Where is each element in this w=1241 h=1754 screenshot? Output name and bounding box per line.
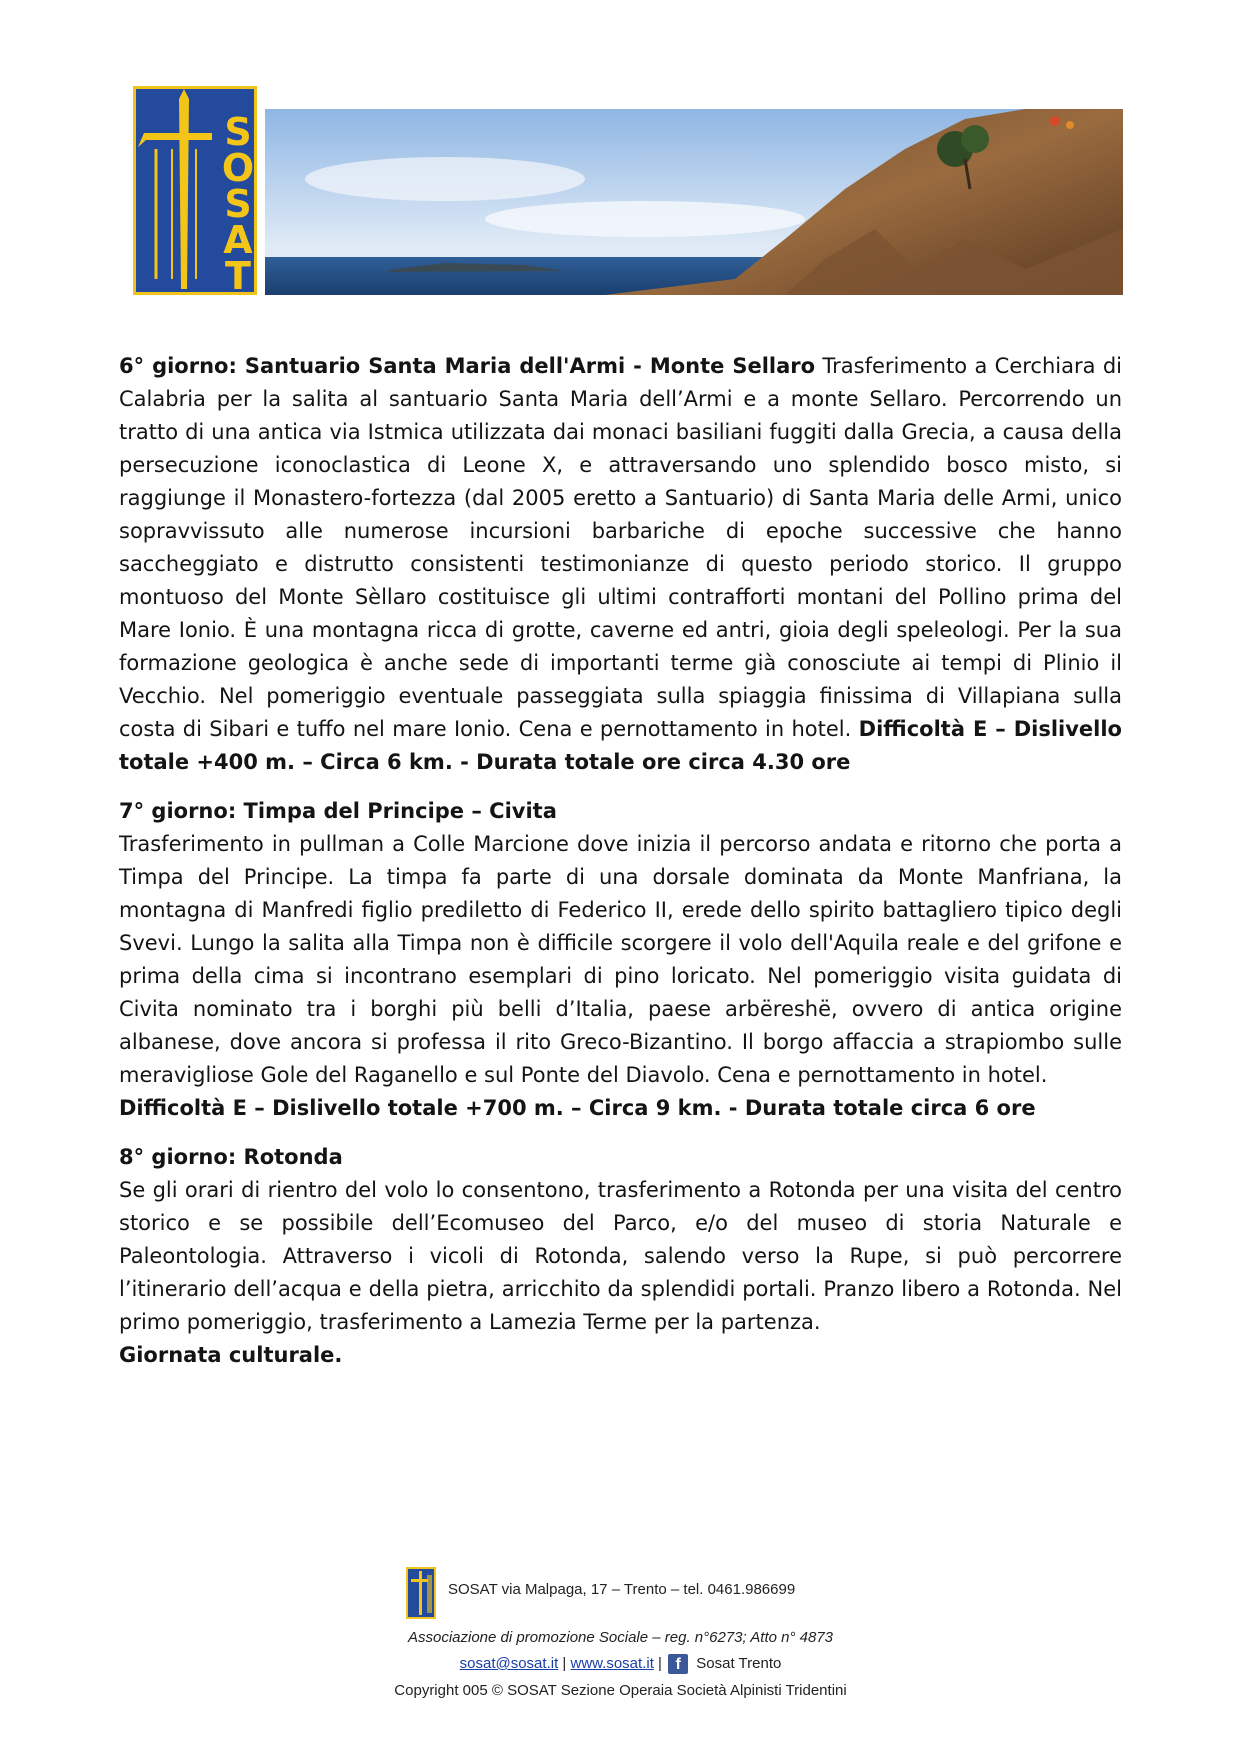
day-8-title: 8° giorno: Rotonda	[119, 1145, 343, 1169]
day-8-section	[119, 1141, 1122, 1372]
separator: |	[658, 1655, 662, 1672]
day-6-paragraph	[119, 350, 1122, 779]
day-7-title: 7° giorno: Timpa del Principe – Civita	[119, 799, 557, 823]
facebook-icon[interactable]: f	[668, 1654, 688, 1674]
page-footer	[0, 1567, 1241, 1703]
day-6-details: Difficoltà E – Dislivello totale +400 m. – Circa 6 km. - Durata totale ore circa 4.30 ore	[119, 717, 1122, 774]
footer-links	[0, 1651, 1241, 1677]
page-header	[133, 86, 1123, 299]
day-6-section	[119, 350, 1122, 779]
footer-address-row	[0, 1567, 1241, 1625]
facebook-label[interactable]: Sosat Trento	[696, 1655, 782, 1672]
day-8-details: Giornata culturale.	[119, 1343, 343, 1367]
day-6-title: 6° giorno: Santuario Santa Maria dell'Armi - Monte Sellaro	[119, 354, 816, 378]
day-7-body: Trasferimento in pullman a Colle Marcione dove inizia il percorso andata e ritorno che porta a Timpa del Principe. La timpa fa parte di una dorsale dominata da Monte Manfriana, la montagna di Manfredi figlio prediletto di Federico II, erede dello spirito battagliero tipico degli Svevi. Lungo la salita alla Timpa non è difficile scorgere il volo dell'Aquila reale e del grifone e prima della cima si incontrano esemplari di pino loricato. Nel pomeriggio visita guidata di Civita nominato tra i borghi più belli d’Italia, paese arbëreshë, ovvero di antica origine albanese, dove ancora si professa il rito Greco-Bizantino. Il borgo affaccia a strapiombo sulle meravigliose Gole del Raganello e sul Ponte del Diavolo. Cena e pernottamento in hotel.	[119, 832, 1122, 1087]
day-7-details: Difficoltà E – Dislivello totale +700 m. – Circa 9 km. - Durata totale circa 6 ore	[119, 1096, 1036, 1120]
day-7-section	[119, 795, 1122, 1125]
logo-letter: S	[224, 182, 252, 226]
sosat-mini-logo	[406, 1567, 436, 1619]
footer-address: SOSAT via Malpaga, 17 – Trento – tel. 0461.986699	[448, 1581, 796, 1598]
itinerary-content	[119, 350, 1122, 1388]
day-8-body: Se gli orari di rientro del volo lo consentono, trasferimento a Rotonda per una visita del centro storico e se possibile dell’Ecomuseo del Parco, e/o del museo di storia Naturale e Paleontologia. Attraverso i vicoli di Rotonda, salendo verso la Rupe, si può percorrere l’itinerario dell’acqua e della pietra, arricchito da splendidi portali. Pranzo libero a Rotonda. Nel primo pomeriggio, trasferimento a Lamezia Terme per la partenza.	[119, 1178, 1122, 1334]
website-link[interactable]: www.sosat.it	[570, 1655, 654, 1672]
logo-letter: O	[221, 146, 255, 190]
logo-letter: A	[223, 218, 253, 262]
logo-letter: S	[224, 110, 252, 154]
day-6-body: Trasferimento a Cerchiara di Calabria per la salita al santuario Santa Maria dell’Armi e a monte Sellaro. Percorrendo un tratto di una antica via Istmica utilizzata dai monaci basiliani fuggiti dalla Grecia, a causa della persecuzione iconoclastica di Leone X, e attraversando uno splendido bosco misto, si raggiunge il Monastero-fortezza (dal 2005 eretto a Santuario) di Santa Maria delle Armi, unico sopravvissuto alle numerose incursioni barbariche di epoche successive che hanno saccheggiato e distrutto consistenti testimonianze di questo periodo storico. Il gruppo montuoso del Monte Sèllaro costituisce gli ultimi contrafforti montani del Pollino prima del Mare Ionio. È una montagna ricca di grotte, caverne ed antri, gioia degli speleologi. Per la sua formazione geologica è anche sede di importanti terme già conosciute ai tempi di Plinio il Vecchio. Nel pomeriggio eventuale passeggiata sulla spiaggia finissima di Villapiana sulla costa di Sibari e tuffo nel mare Ionio. Cena e pernottamento in hotel.	[119, 354, 1122, 741]
ice-axe-mini-icon	[408, 1569, 434, 1617]
logo-letter: T	[225, 254, 251, 298]
footer-copyright: Copyright 005 © SOSAT Sezione Operaia Società Alpinisti Tridentini	[394, 1682, 847, 1699]
sosat-logo	[133, 86, 257, 298]
separator: |	[562, 1655, 567, 1672]
banner-photo	[265, 109, 1123, 295]
email-link[interactable]: sosat@sosat.it	[459, 1655, 559, 1672]
footer-association: Associazione di promozione Sociale – reg. n°6273; Atto n° 4873	[407, 1629, 834, 1646]
